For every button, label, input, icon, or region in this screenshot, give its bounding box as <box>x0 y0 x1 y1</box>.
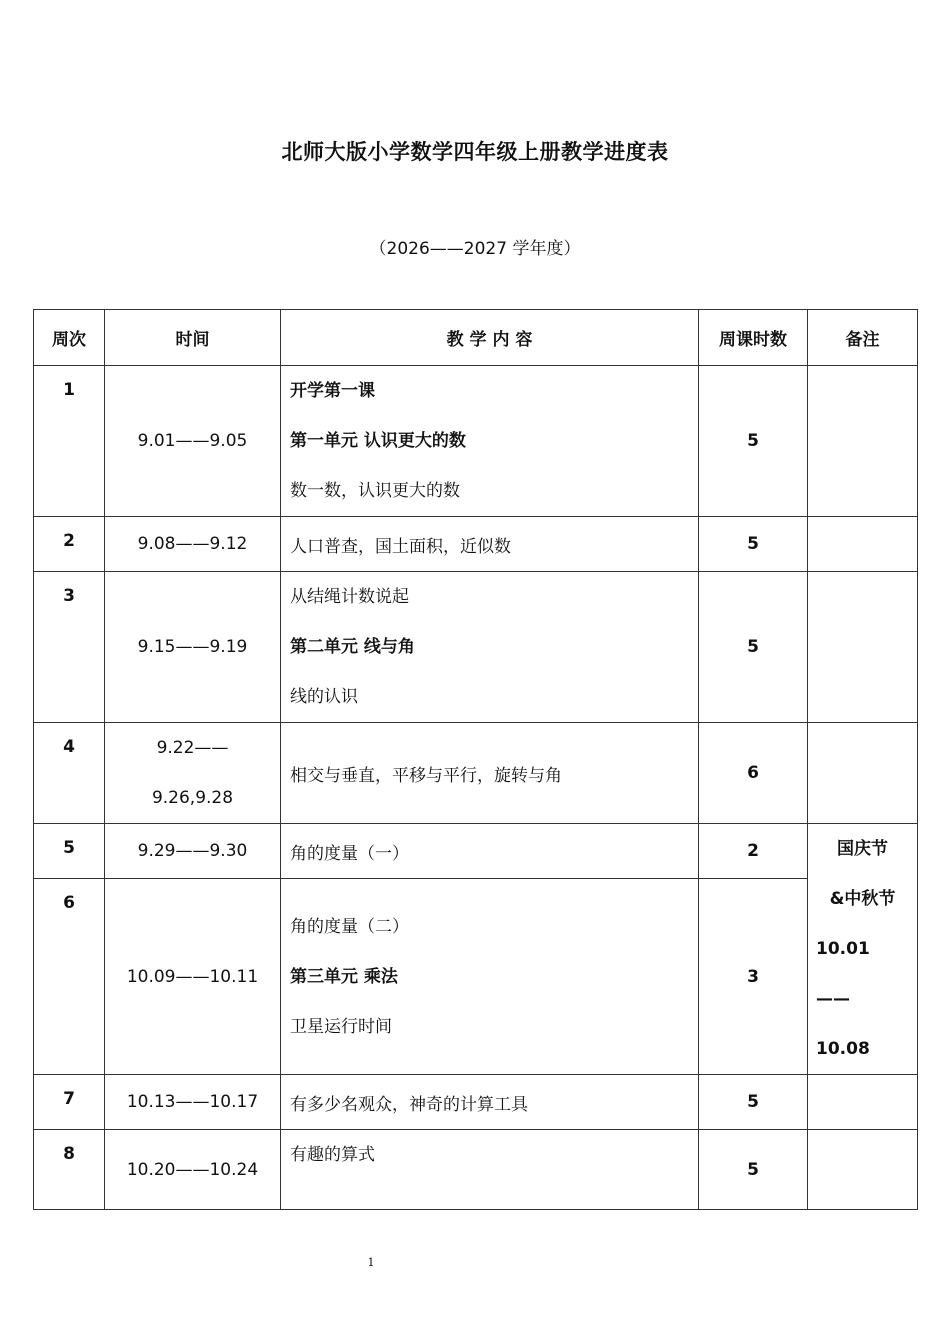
table-row <box>34 1130 918 1210</box>
holiday-note <box>808 824 918 1075</box>
week-number: 2 <box>34 517 105 572</box>
table-row <box>34 572 918 723</box>
week-time: 9.15——9.19 <box>105 572 281 723</box>
content-line: 数一数，认识更大的数 <box>290 481 460 501</box>
week-time: 9.01——9.05 <box>105 366 281 517</box>
week-note <box>808 723 918 824</box>
content-line: 卫星运行时间 <box>290 1016 392 1037</box>
week-number: 5 <box>34 824 105 879</box>
week-content <box>281 366 699 517</box>
table-row <box>34 366 918 517</box>
week-hours: 6 <box>699 723 808 824</box>
teaching-schedule-table <box>33 309 918 1210</box>
week-note <box>808 517 918 572</box>
content-line: 角的度量（二） <box>290 916 409 937</box>
week-content: 相交与垂直，平移与平行，旋转与角 <box>281 723 699 824</box>
week-hours: 3 <box>699 879 808 1075</box>
week-time: 9.29——9.30 <box>105 824 281 879</box>
week-time: 10.09——10.11 <box>105 879 281 1075</box>
week-hours: 5 <box>699 1075 808 1130</box>
table-row <box>34 517 918 572</box>
week-time <box>105 723 281 824</box>
time-line: 9.22—— <box>156 738 229 758</box>
time-line: 9.26,9.28 <box>151 788 234 808</box>
holiday-note-line: 10.01 <box>816 939 870 959</box>
week-number: 1 <box>34 366 105 517</box>
week-content: 角的度量（一） <box>281 824 699 879</box>
content-line: 从结绳计数说起 <box>290 587 409 607</box>
week-note <box>808 366 918 517</box>
week-note <box>808 1075 918 1130</box>
table-row <box>34 824 918 879</box>
holiday-note-line: —— <box>816 989 850 1009</box>
page-number: 1 <box>367 1256 375 1269</box>
unit-title: 第三单元 乘法 <box>290 966 398 987</box>
week-number: 7 <box>34 1075 105 1130</box>
week-time: 9.08——9.12 <box>105 517 281 572</box>
week-note <box>808 1130 918 1210</box>
table-row <box>34 723 918 824</box>
week-hours: 5 <box>699 366 808 517</box>
week-content: 有多少名观众，神奇的计算工具 <box>281 1075 699 1130</box>
header-time: 时间 <box>105 310 281 366</box>
week-hours: 5 <box>699 517 808 572</box>
holiday-note-line: 10.08 <box>816 1039 870 1059</box>
week-hours: 5 <box>699 572 808 723</box>
week-number: 4 <box>34 723 105 824</box>
week-number: 3 <box>34 572 105 723</box>
week-content <box>281 879 699 1075</box>
content-line: 线的认识 <box>290 687 358 707</box>
header-hours: 周课时数 <box>699 310 808 366</box>
table-header-row <box>34 310 918 366</box>
header-note: 备注 <box>808 310 918 366</box>
unit-title: 第一单元 认识更大的数 <box>290 431 466 451</box>
school-year-subtitle: （2026——2027 学年度） <box>369 239 581 259</box>
week-hours: 2 <box>699 824 808 879</box>
week-content: 人口普查，国土面积，近似数 <box>281 517 699 572</box>
week-time: 10.20——10.24 <box>105 1130 281 1210</box>
week-hours: 5 <box>699 1130 808 1210</box>
week-content <box>281 572 699 723</box>
week-time: 10.13——10.17 <box>105 1075 281 1130</box>
header-content: 教 学 内 容 <box>281 310 699 366</box>
holiday-note-line: 国庆节 <box>837 839 888 859</box>
table-row <box>34 879 918 1075</box>
holiday-note-line: &中秋节 <box>829 889 896 909</box>
page-title: 北师大版小学数学四年级上册教学进度表 <box>281 140 669 164</box>
table-row <box>34 1075 918 1130</box>
week-number: 6 <box>34 879 105 1075</box>
week-note <box>808 572 918 723</box>
content-line: 有趣的算式 <box>290 1145 375 1165</box>
unit-title: 第二单元 线与角 <box>290 637 415 657</box>
content-line: 开学第一课 <box>290 381 375 401</box>
week-number: 8 <box>34 1130 105 1210</box>
week-content <box>281 1130 699 1210</box>
header-week: 周次 <box>34 310 105 366</box>
